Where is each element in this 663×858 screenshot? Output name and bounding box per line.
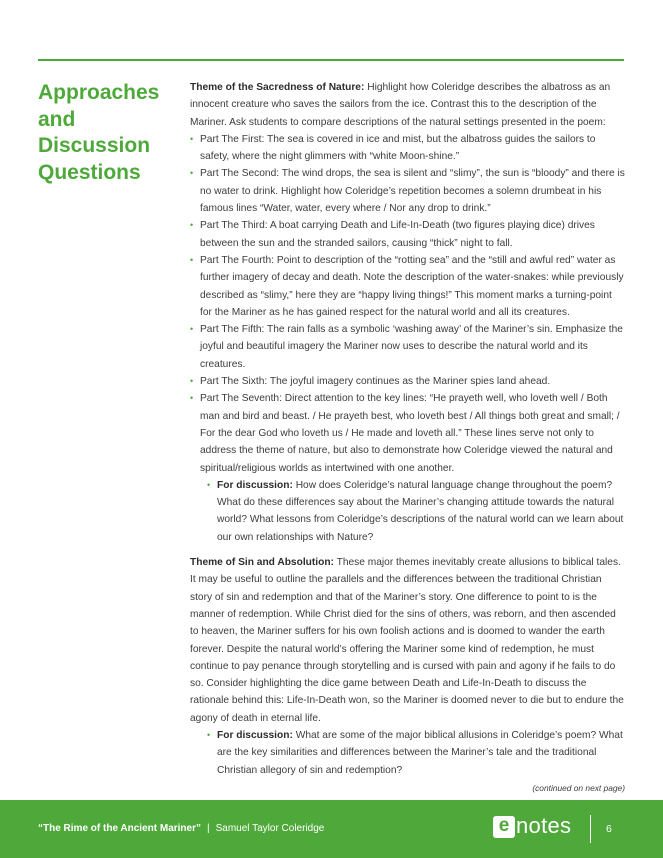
- discussion-item: [207, 477, 626, 546]
- list-item: • Part The Third: A boat carrying Death and Life-In-Death (two figures playing dice) drives between the sun and the stranded sailors, causing “thick” night to fall.: [190, 217, 626, 252]
- discussion-text: What are some of the major biblical allusions in Coleridge’s poem? What are the key similarities and differences between the Mariner’s tale and the traditional Christian allegory of sin and redemption?: [217, 729, 623, 776]
- section-heading: [38, 80, 178, 186]
- list-item: • Part The Fourth: Point to description of the “rotting sea” and the “still and awful red” water as further imagery of decay and death. Note the description of the water-snakes: while previously described as “slimy,” here they are “happy living things!” This moment marks a turning-point for the Mariner as he has gained respect for the natural world and all its creatures.: [190, 252, 626, 321]
- author-name: Samuel Taylor Coleridge: [215, 823, 325, 834]
- sin-intro-paragraph: [190, 554, 626, 727]
- nature-intro-paragraph: [190, 79, 626, 131]
- nature-parts-list: [190, 131, 626, 477]
- footer-bar: [0, 800, 663, 858]
- footer-divider: [590, 815, 591, 843]
- sin-discussion-list: [190, 727, 626, 779]
- nature-intro-text: Highlight how Coleridge describes the albatross as an innocent creature who saves the sailors from the ice. Contrast this to the description of the Mariner. Ask students to compare descriptions of the natural settings presented in the poem:: [190, 82, 611, 128]
- nature-discussion-list: [190, 477, 626, 546]
- heading-line: and: [38, 107, 76, 131]
- discussion-label: For discussion:: [217, 729, 293, 741]
- page-number: 6: [606, 823, 612, 835]
- logo-e-icon: e: [493, 816, 515, 838]
- continued-note: (continued on next page): [532, 783, 625, 793]
- book-title: “The Rime of the Ancient Mariner”: [38, 823, 201, 834]
- list-item: • Part The Seventh: Direct attention to the key lines: “He prayeth well, who loveth well / Both man and bird and beast. / He prayeth best, who loveth best / All things both great and small; / For the dear God who loveth us / He made and loveth all.” These lines serve not only to address the theme of nature, but also to demonstrate how Coleridge viewed the natural and spiritual/religious worlds as intertwined with one another.: [190, 390, 626, 476]
- list-item: • Part The Fifth: The rain falls as a symbolic ‘washing away’ of the Mariner’s sin. Emphasize the joyful and beautiful imagery the Mariner now uses to describe the natural world and its creatures.: [190, 321, 626, 373]
- title-separator: |: [206, 823, 210, 834]
- list-item: • Part The Sixth: The joyful imagery continues as the Mariner spies land ahead.: [190, 373, 626, 390]
- logo-text: notes: [516, 813, 572, 838]
- discussion-item: [207, 727, 626, 779]
- discussion-label: For discussion:: [217, 479, 293, 491]
- main-content: [190, 79, 626, 779]
- nature-theme-label: Theme of the Sacredness of Nature:: [190, 82, 365, 93]
- discussion-text: How does Coleridge’s natural language change throughout the poem? What do these differences say about the Mariner’s changing attitude towards the natural world? What lessons from Coleridge’s descriptions of the natural world can we learn about our own relationships with Nature?: [217, 479, 624, 543]
- list-item: • Part The First: The sea is covered in ice and mist, but the albatross guides the sailors to safety, where the night glimmers with “white Moon-shine.”: [190, 131, 626, 166]
- heading-line: Approaches: [38, 81, 160, 104]
- sin-theme-label: Theme of Sin and Absolution:: [190, 557, 334, 569]
- top-divider: [38, 59, 624, 61]
- sin-intro-text: These major themes inevitably create allusions to biblical tales. It may be useful to outline the parallels and the differences between the traditional Christian story of sin and redemption and that of the Mariner’s story. One difference to point to is the manner of redemption. While Christ died for the sins of others, was reborn, and then ascended to heaven, the Mariner suffers for his own foolish actions and is doomed to wander the earth forever. Despite the natural world’s offering the Mariner some kind of redemption, he must continue to pay penance through storytelling and is cursed with pain and agony if he fails to do so. Consider highlighting the dice game between Death and Life-In-Death to discuss the rationale behind this: Life-In-Death won, so the Mariner is doomed never to die but to endure the agony of death in eternal life.: [190, 557, 624, 724]
- heading-line: Discussion: [38, 134, 151, 157]
- heading-line: Questions: [38, 160, 141, 184]
- list-item: • Part The Second: The wind drops, the sea is silent and “slimy”, the sun is “bloody” and there is no water to drink. Highlight how Coleridge’s repetition becomes a solemn drumbeat in his famous lines “Water, water, every where / Nor any drop to drink.”: [190, 165, 626, 217]
- footer-title: [38, 823, 324, 834]
